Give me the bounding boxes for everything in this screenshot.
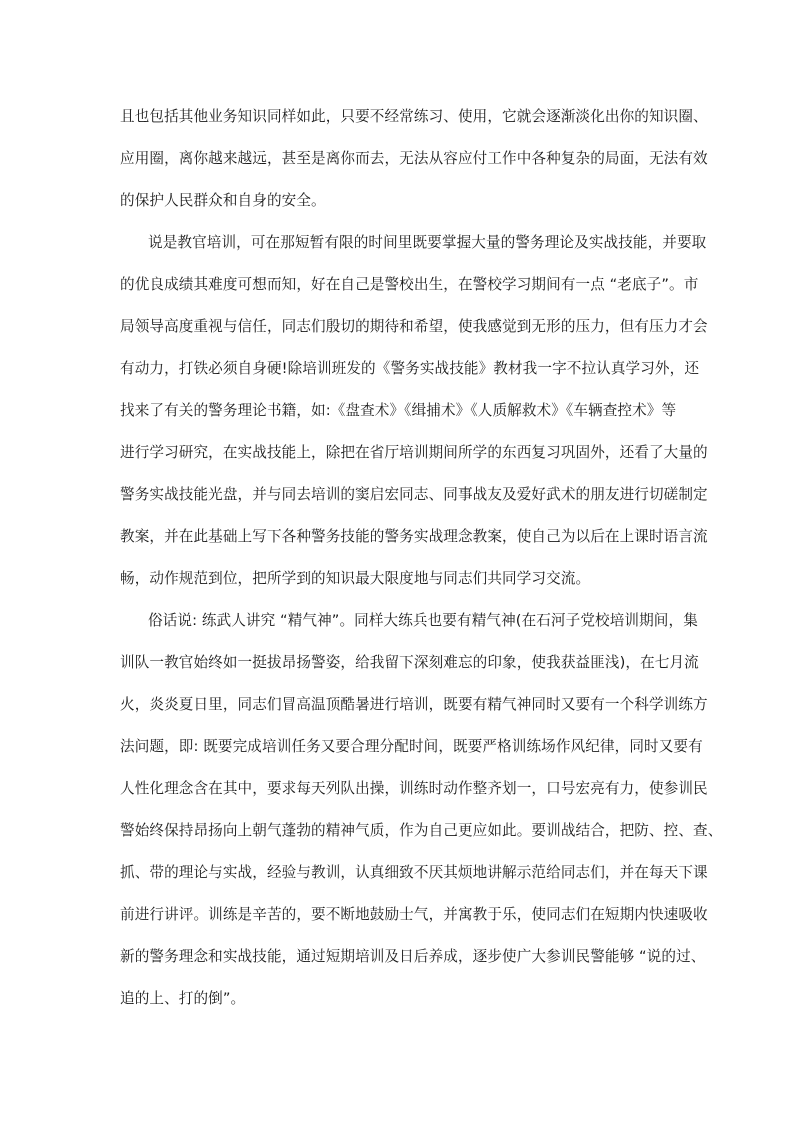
paragraph-3-line-9: 新的警务理念和实战技能，通过短期培训及日后养成，逐步使广大参训民警能够 “说的过、	[120, 948, 706, 965]
paragraph-3-line-2: 训队一教官始终如一挺拔昂扬警姿，给我留下深刻难忘的印象，使我获益匪浅)，在七月流	[120, 654, 699, 671]
paragraph-2-line-6: 进行学习研究，在实战技能上，除把在省厅培训期间所学的东西复习巩固外，还看了大量的	[120, 444, 708, 461]
paragraph-3-line-10: 追的上、打的倒”。	[120, 990, 246, 1007]
paragraph-2-line-7: 警务实战技能光盘，并与同去培训的窦启宏同志、同事战友及爱好武术的朋友进行切磋制定	[120, 486, 708, 503]
paragraph-3-line-6: 警始终保持昂扬向上朝气蓬勃的精神气质，作为自己更应如此。要训战结合，把防、控、查、	[120, 822, 723, 839]
paragraph-2-line-4: 有动力，打铁必须自身硬!除培训班发的《警务实战技能》教材我一字不拉认真学习外，还	[120, 360, 700, 377]
paragraph-2-line-2: 的优良成绩其难度可想而知，好在自己是警校出生，在警校学习期间有一点 “老底子”。市	[120, 276, 699, 293]
paragraph-3-line-7: 抓、带的理论与实战，经验与教训，认真细致不厌其烦地讲解示范给同志们，并在每天下课	[120, 864, 708, 881]
paragraph-1-line-3: 的保护人民群众和自身的安全。	[120, 192, 326, 209]
paragraph-2-line-5: 找来了有关的警务理论书籍，如:《盘查术》《缉捕术》《人质解救术》《车辆查控术》等	[120, 402, 677, 419]
paragraph-1-line-1: 且也包括其他业务知识同样如此，只要不经常练习、使用，它就会逐渐淡化出你的知识圈、	[120, 108, 708, 125]
paragraph-3-line-5: 人性化理念含在其中，要求每天列队出操，训练时动作整齐划一，口号宏亮有力，使参训民	[120, 780, 708, 797]
paragraph-2-line-9: 畅，动作规范到位，把所学到的知识最大限度地与同志们共同学习交流。	[120, 570, 591, 587]
paragraph-2-line-8: 教案，并在此基础上写下各种警务技能的警务实战理念教案，使自己为以后在上课时语言流	[120, 528, 708, 545]
paragraph-3-line-4: 法问题，即: 既要完成培训任务又要合理分配时间，既要严格训练场作风纪律，同时又要有	[120, 738, 703, 755]
paragraph-3-line-8: 前进行讲评。训练是辛苦的，要不断地鼓励士气，并寓教于乐，使同志们在短期内快速吸收	[120, 906, 708, 923]
paragraph-1-line-2: 应用圈，离你越来越远，甚至是离你而去，无法从容应付工作中各种复杂的局面，无法有效	[120, 150, 708, 167]
paragraph-2-line-3: 局领导高度重视与信任，同志们殷切的期待和希望，使我感觉到无形的压力，但有压力才会	[120, 318, 708, 335]
paragraph-3-line-3: 火，炎炎夏日里，同志们冒高温顶酷暑进行培训，既要有精气神同时又要有一个科学训练方	[120, 696, 708, 713]
paragraph-3-line-1: 俗话说: 练武人讲究 “精气神”。同样大练兵也要有精气神(在石河子党校培训期间，集	[148, 612, 698, 629]
paragraph-2-line-1: 说是教官培训，可在那短暂有限的时间里既要掌握大量的警务理论及实战技能，并要取	[148, 234, 707, 251]
